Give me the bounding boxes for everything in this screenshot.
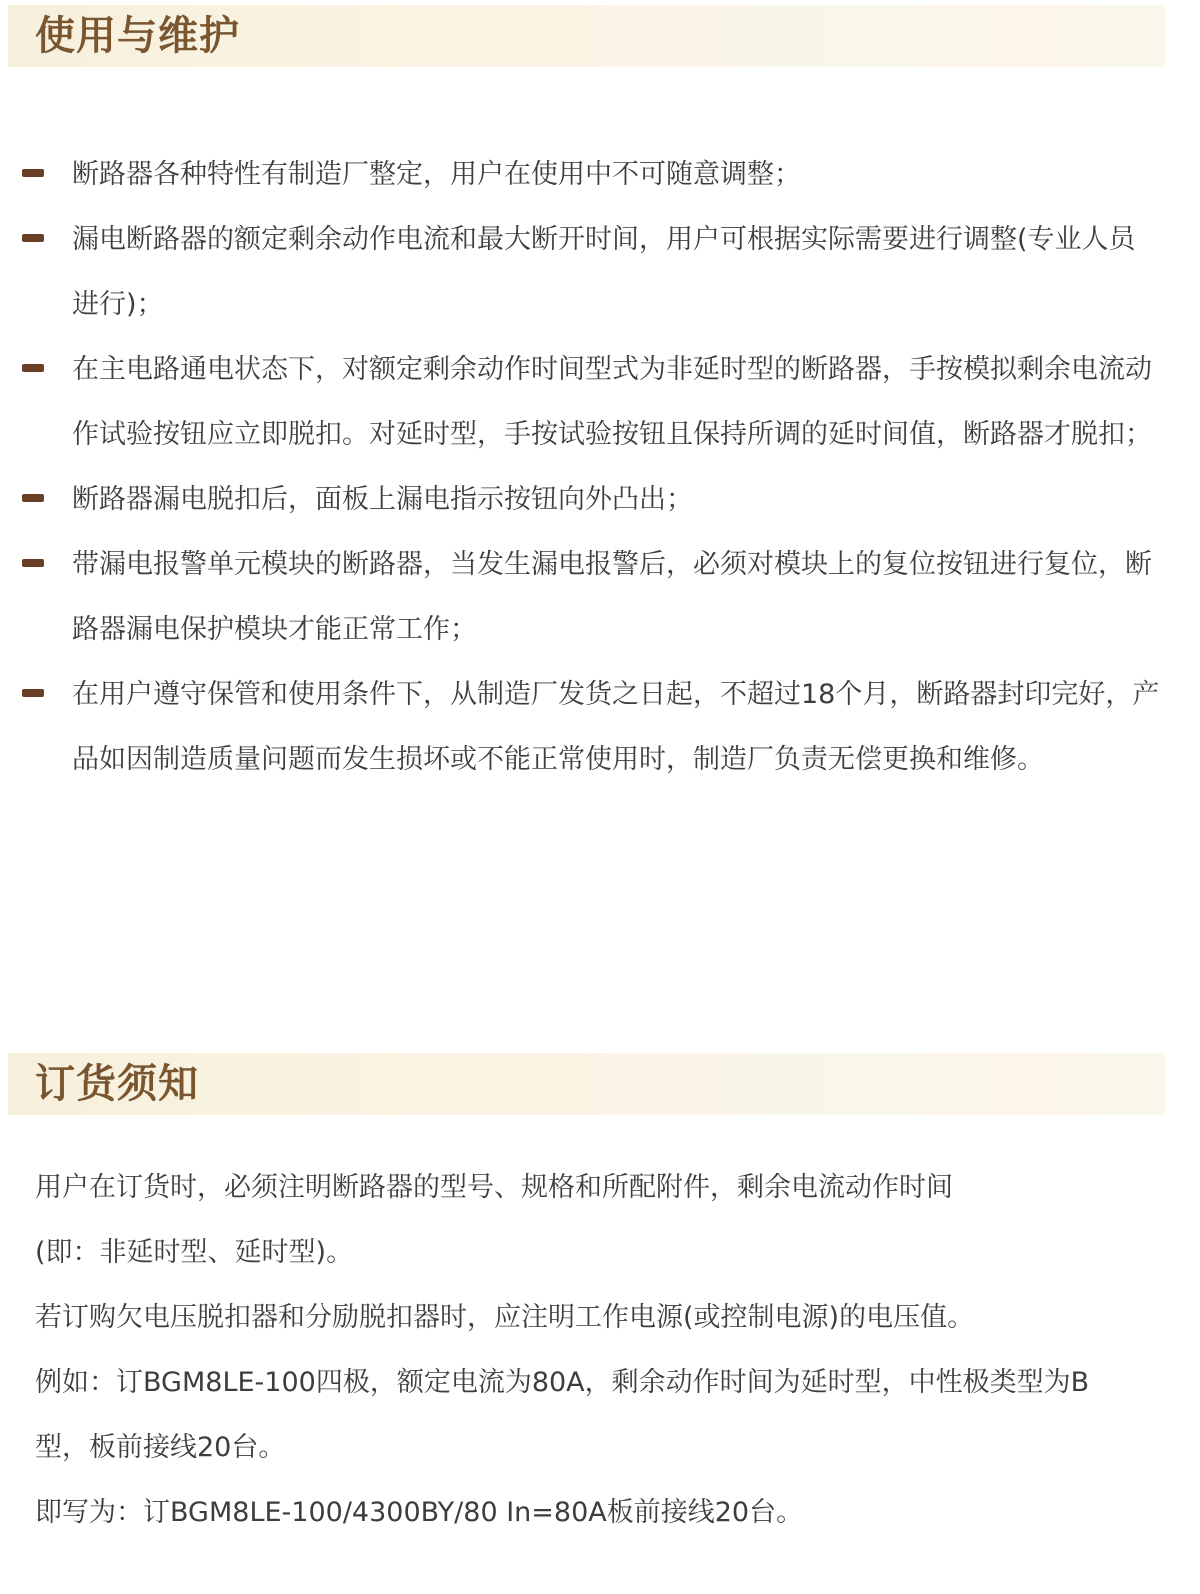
section-header-usage <box>8 5 1166 67</box>
list-item-text: 在主电路通电状态下，对额定剩余动作时间型式为非延时型的断路器，手按模拟剩余电流动作试验按钮应立即脱扣。对延时型，手按试验按钮且保持所调的延时间值，断路器才脱扣； <box>72 354 1152 450</box>
list-item <box>0 337 1162 467</box>
list-item-text: 带漏电报警单元模块的断路器，当发生漏电报警后，必须对模块上的复位按钮进行复位，断路器漏电保护模块才能正常工作； <box>72 549 1152 645</box>
bullet-dash-icon <box>22 234 44 242</box>
order-notes <box>35 1155 1165 1545</box>
usage-bullet-list <box>0 142 1200 792</box>
list-item <box>0 207 1162 337</box>
list-item-text: 断路器各种特性有制造厂整定，用户在使用中不可随意调整； <box>72 159 801 190</box>
order-line: 型，板前接线20台。 <box>35 1432 286 1463</box>
section-title: 订货须知 <box>35 1061 199 1107</box>
list-item-text: 漏电断路器的额定剩余动作电流和最大断开时间，用户可根据实际需要进行调整(专业人员进行)； <box>72 224 1136 320</box>
bullet-dash-icon <box>22 494 44 502</box>
list-item-text: 在用户遵守保管和使用条件下，从制造厂发货之日起，不超过18个月，断路器封印完好，产品如因制造质量问题而发生损坏或不能正常使用时，制造厂负责无偿更换和维修。 <box>72 679 1160 775</box>
list-item-text: 断路器漏电脱扣后，面板上漏电指示按钮向外凸出； <box>72 484 693 515</box>
section-header-order <box>8 1053 1166 1115</box>
bullet-dash-icon <box>22 689 44 697</box>
list-item <box>0 662 1162 792</box>
section-title: 使用与维护 <box>35 13 240 59</box>
order-line: 即写为：订BGM8LE-100/4300BY/80 In=80A板前接线20台。 <box>35 1497 804 1528</box>
order-line: 例如：订BGM8LE-100四极，额定电流为80A，剩余动作时间为延时型，中性极类型为B <box>35 1367 1090 1398</box>
bullet-dash-icon <box>22 169 44 177</box>
order-line: 用户在订货时，必须注明断路器的型号、规格和所配附件，剩余电流动作时间 <box>35 1172 953 1203</box>
order-line: 若订购欠电压脱扣器和分励脱扣器时，应注明工作电源(或控制电源)的电压值。 <box>35 1302 975 1333</box>
order-line: (即：非延时型、延时型)。 <box>35 1237 354 1268</box>
list-item <box>0 532 1162 662</box>
list-item <box>0 467 1162 532</box>
bullet-dash-icon <box>22 364 44 372</box>
list-item <box>0 142 1162 207</box>
bullet-dash-icon <box>22 559 44 567</box>
